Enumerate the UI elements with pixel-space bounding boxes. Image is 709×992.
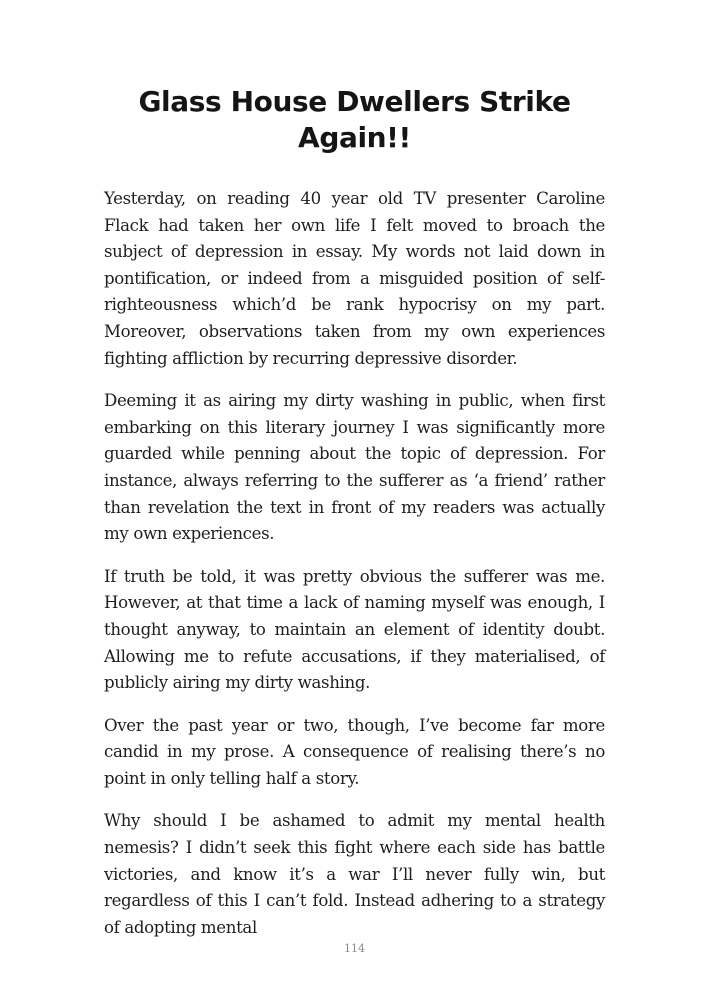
paragraph: Over the past year or two, though, I’ve become far more candid in my prose. A consequence of realising there’s no point in only telling half a story. [104, 715, 605, 788]
paragraph: If truth be told, it was pretty obvious the sufferer was me. However, at that time a lack of naming myself was enough, I thought anyway, to maintain an element of identity doubt. Allowing me to refute accusations, if they materialised, of publicly airing my dirty washing. [104, 566, 605, 693]
paragraph: Yesterday, on reading 40 year old TV presenter Caroline Flack had taken her own life I felt moved to broach the subject of depression in essay. My words not laid down in pontification, or indeed from a misguided position of self-righteousness which’d be rank hypocrisy on my part. Moreover, observations taken from my own experiences fighting affliction by recurring depressive disorder. [104, 189, 605, 368]
page-title: Glass House Dwellers Strike Again!! [138, 85, 571, 154]
page-number: 114 [344, 942, 365, 955]
article-body [104, 186, 605, 937]
paragraph: Deeming it as airing my dirty washing in public, when first embarking on this literary journey I was significantly more guarded while penning about the topic of depression. For instance, always referring to the sufferer as ‘a friend’ rather than revelation the text in front of my readers was actually my own experiences. [104, 391, 605, 544]
paragraph: Why should I be ashamed to admit my mental health nemesis? I didn’t seek this fight where each side has battle victories, and know it’s a war I’ll never fully win, but regardless of this I can’t fold. Instead adhering to a strategy of adopting mental [104, 811, 605, 937]
